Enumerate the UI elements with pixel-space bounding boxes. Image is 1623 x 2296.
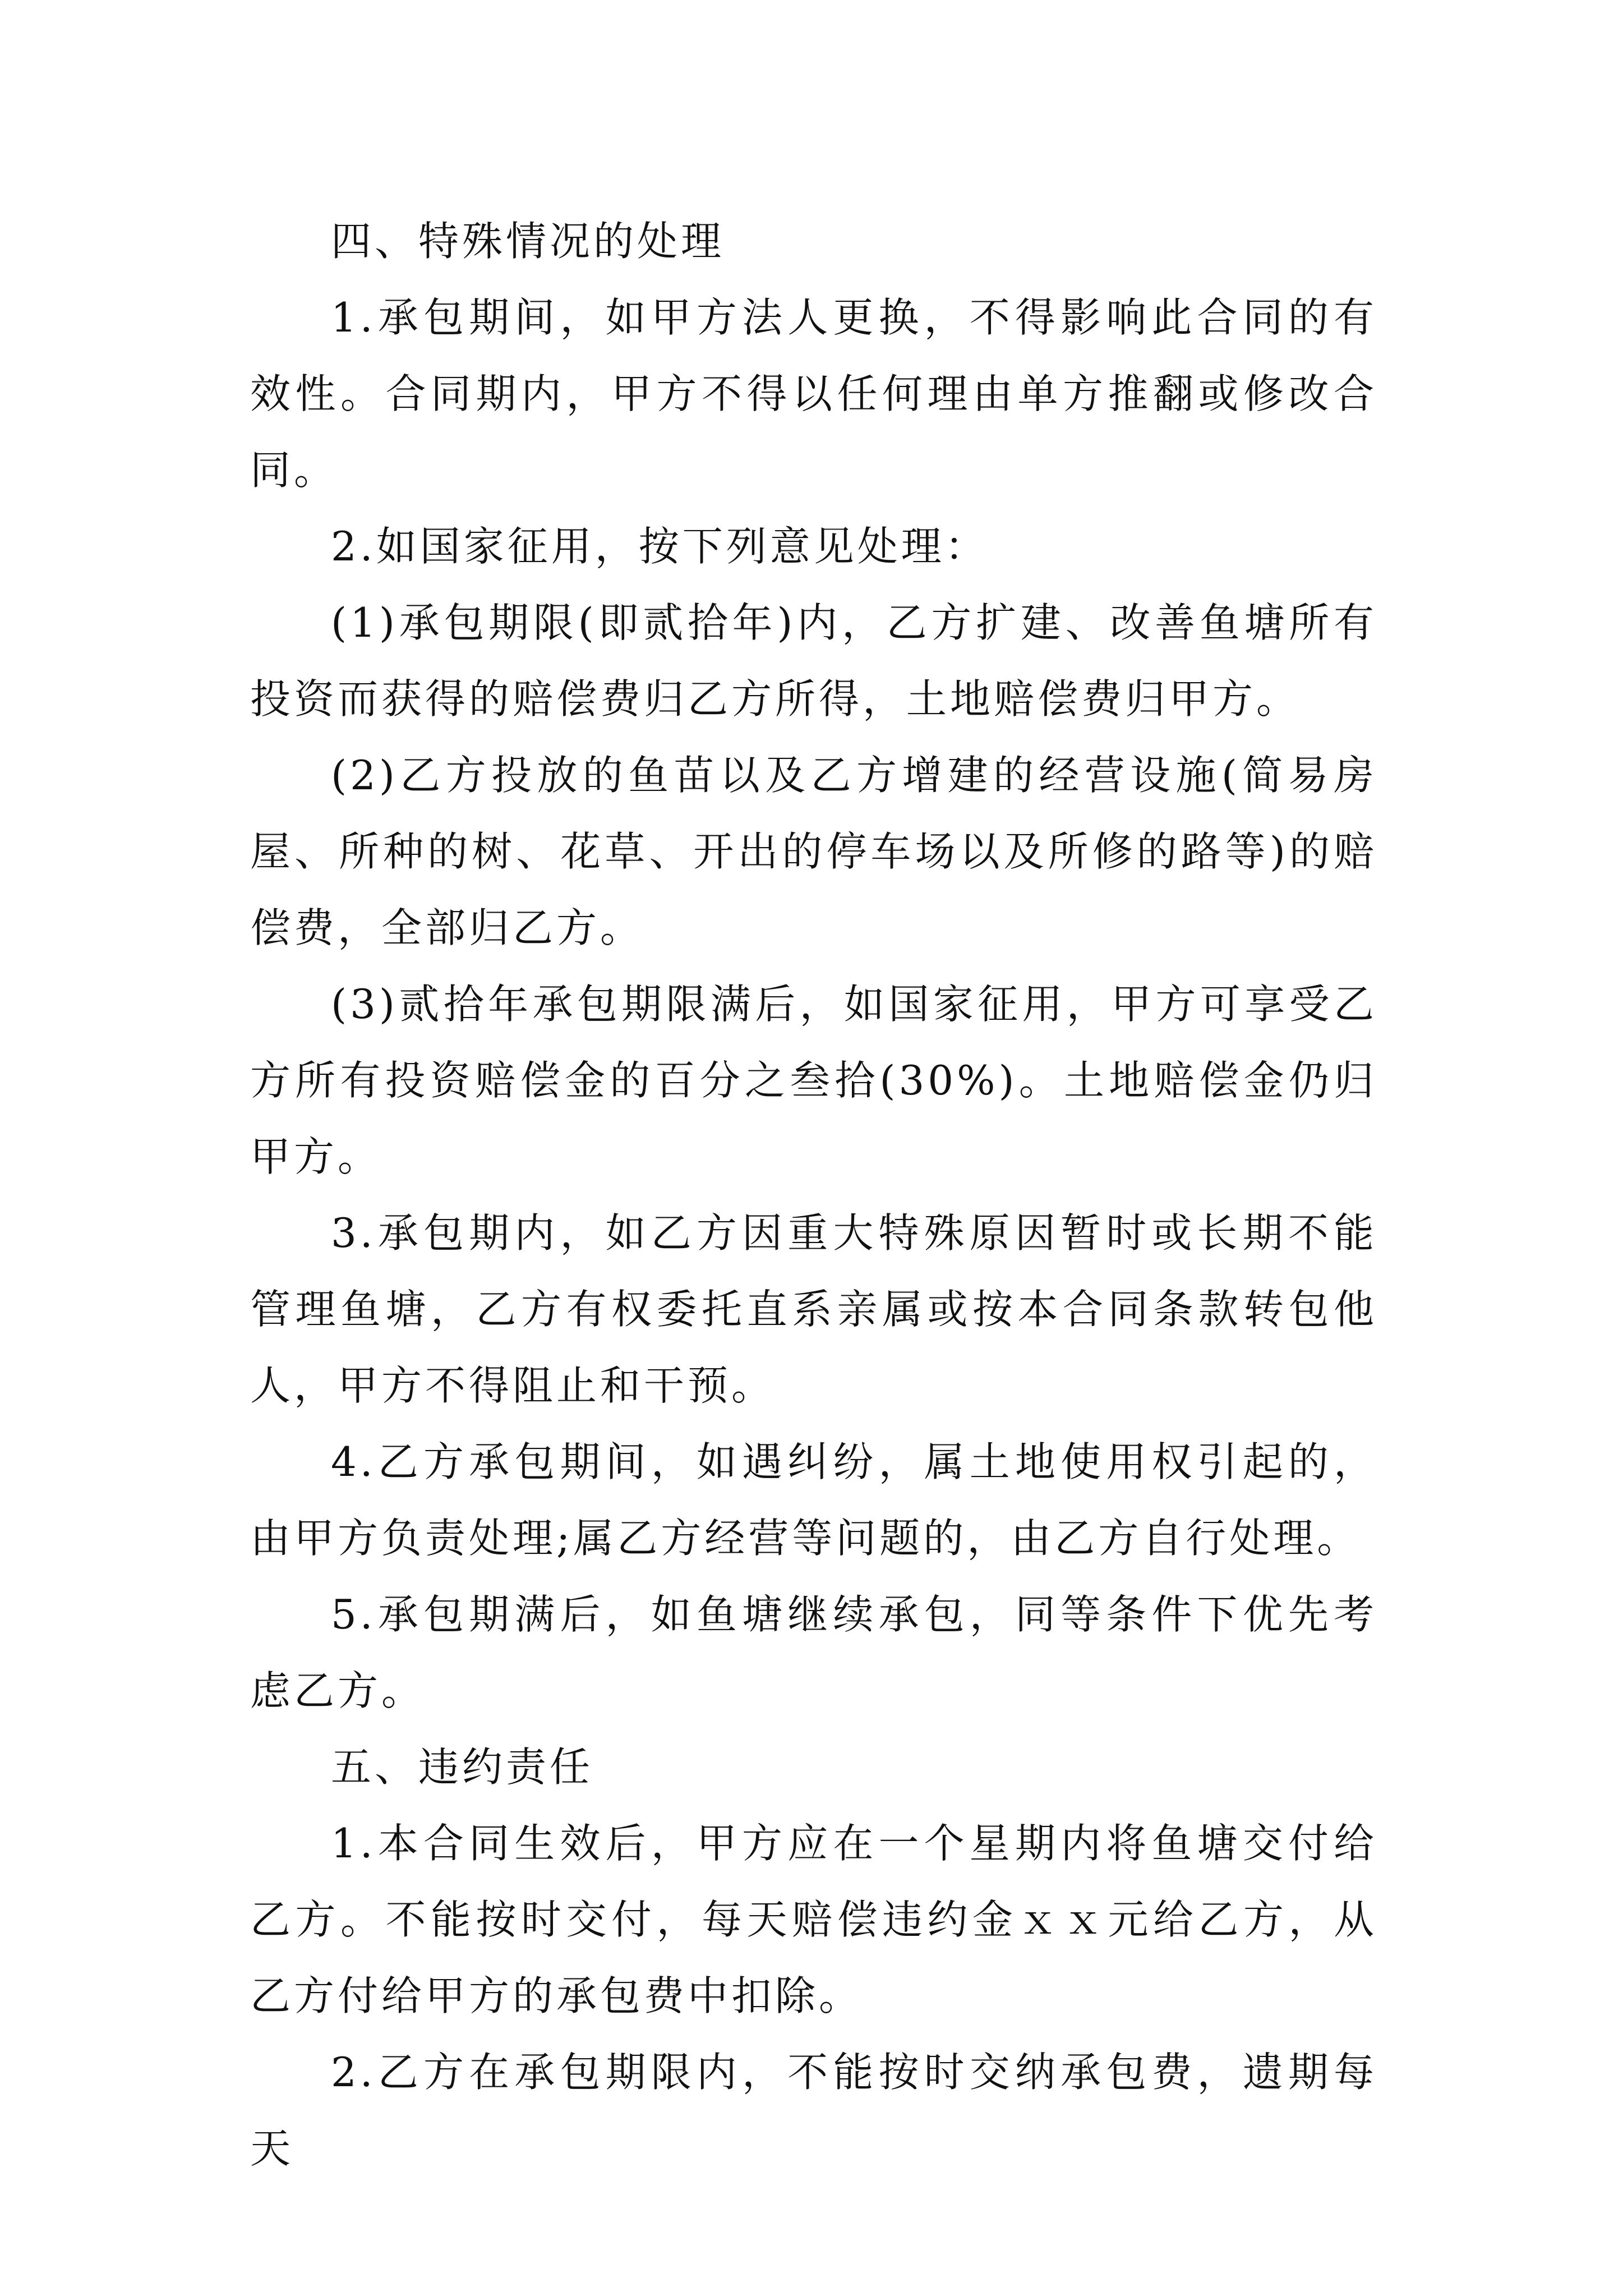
section-heading-breach-liability: 五、违约责任 bbox=[331, 1743, 594, 1791]
paragraph-clause-5-2: 2.乙方在承包期限内，不能按时交纳承包费，遗期每天 bbox=[250, 2049, 1377, 2172]
section-heading-special-cases: 四、特殊情况的处理 bbox=[331, 218, 725, 265]
paragraph-clause-4-2-1: (1)承包期限(即贰拾年)内，乙方扩建、改善鱼塘所有投资而获得的赔偿费归乙方所得，土地赔偿费归甲方。 bbox=[250, 599, 1377, 723]
document-body bbox=[250, 203, 1377, 2187]
paragraph-clause-4-3: 3.承包期内，如乙方因重大特殊原因暂时或长期不能管理鱼塘，乙方有权委托直系亲属或按本合同条款转包他人，甲方不得阻止和干预。 bbox=[250, 1209, 1377, 1409]
paragraph-clause-4-2-3: (3)贰拾年承包期限满后，如国家征用，甲方可享受乙方所有投资赔偿金的百分之叁拾(30%)。土地赔偿金仍归甲方。 bbox=[250, 981, 1377, 1180]
paragraph-clause-4-4: 4.乙方承包期间，如遇纠纷，属土地使用权引起的，由甲方负责处理;属乙方经营等问题的，由乙方自行处理。 bbox=[250, 1438, 1377, 1562]
paragraph-clause-4-5: 5.承包期满后，如鱼塘继续承包，同等条件下优先考虑乙方。 bbox=[250, 1591, 1377, 1714]
paragraph-clause-4-2: 2.如国家征用，按下列意见处理： bbox=[331, 523, 989, 570]
paragraph-clause-4-2-2: (2)乙方投放的鱼苗以及乙方增建的经营设施(简易房屋、所种的树、花草、开出的停车场以及所修的路等)的赔偿费，全部归乙方。 bbox=[250, 752, 1377, 951]
paragraph-clause-5-1: 1.本合同生效后，甲方应在一个星期内将鱼塘交付给乙方。不能按时交付，每天赔偿违约金ｘｘ元给乙方，从乙方付给甲方的承包费中扣除。 bbox=[250, 1820, 1377, 2019]
paragraph-clause-4-1: 1.承包期间，如甲方法人更换，不得影响此合同的有效性。合同期内，甲方不得以任何理由单方推翻或修改合同。 bbox=[250, 294, 1377, 494]
